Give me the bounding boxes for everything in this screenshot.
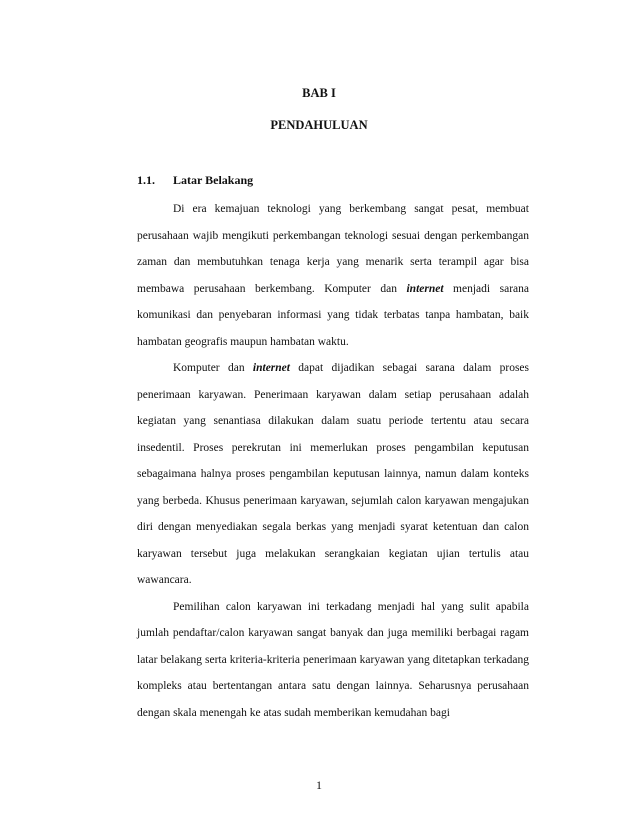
section-heading xyxy=(137,173,253,188)
italic-term: internet xyxy=(406,282,444,295)
paragraph-2: Komputer dan internet dapat dijadikan sebagai sarana dalam proses penerimaan karyawan. Penerimaan karyawan dalam setiap perusahaan adalah kegiatan yang senantiasa dilakukan dalam suatu periode tertentu atau secara insedentil. Proses perekrutan ini memerlukan proses pengambilan keputusan sebagaimana halnya proses pengambilan keputusan lainnya, namun dalam konteks yang berbeda. Khusus penerimaan karyawan, sejumlah calon karyawan mengajukan diri dengan menyediakan segala berkas yang menjadi syarat ketentuan dan calon karyawan tersebut juga melakukan serangkaian kegiatan ujian tertulis atau wawancara. xyxy=(137,362,530,586)
chapter-title: PENDAHULUAN xyxy=(270,118,368,132)
page-number: 1 xyxy=(316,778,322,792)
italic-term: internet xyxy=(252,362,290,374)
section-title: Latar Belakang xyxy=(173,173,254,187)
body-text xyxy=(137,196,529,726)
chapter-label: BAB I xyxy=(302,86,336,100)
paragraph-1: Di era kemajuan teknologi yang berkembang sangat pesat, membuat perusahaan wajib mengikuti perkembangan teknologi sesuai dengan perkembangan zaman dan membutuhkan tenaga kerja yang menarik serta terampil agar bisa membawa perusahaan berkembang. Komputer dan internet menjadi sarana komunikasi dan penyebaran informasi yang tidak terbatas tanpa hambatan, baik hambatan geografis maupun hambatan waktu. xyxy=(137,203,529,348)
section-number: 1.1. xyxy=(137,173,155,187)
paragraph-3: Pemilihan calon karyawan ini terkadang menjadi hal yang sulit apabila jumlah pendaftar/calon karyawan sangat banyak dan juga memiliki berbagai ragam latar belakang serta kriteria-kriteria penerimaan karyawan yang ditetapkan terkadang kompleks atau bertentangan antara satu dengan lainnya. Seharusnya perusahaan dengan skala menengah ke atas sudah memberikan kemudahan bagi xyxy=(137,600,529,719)
